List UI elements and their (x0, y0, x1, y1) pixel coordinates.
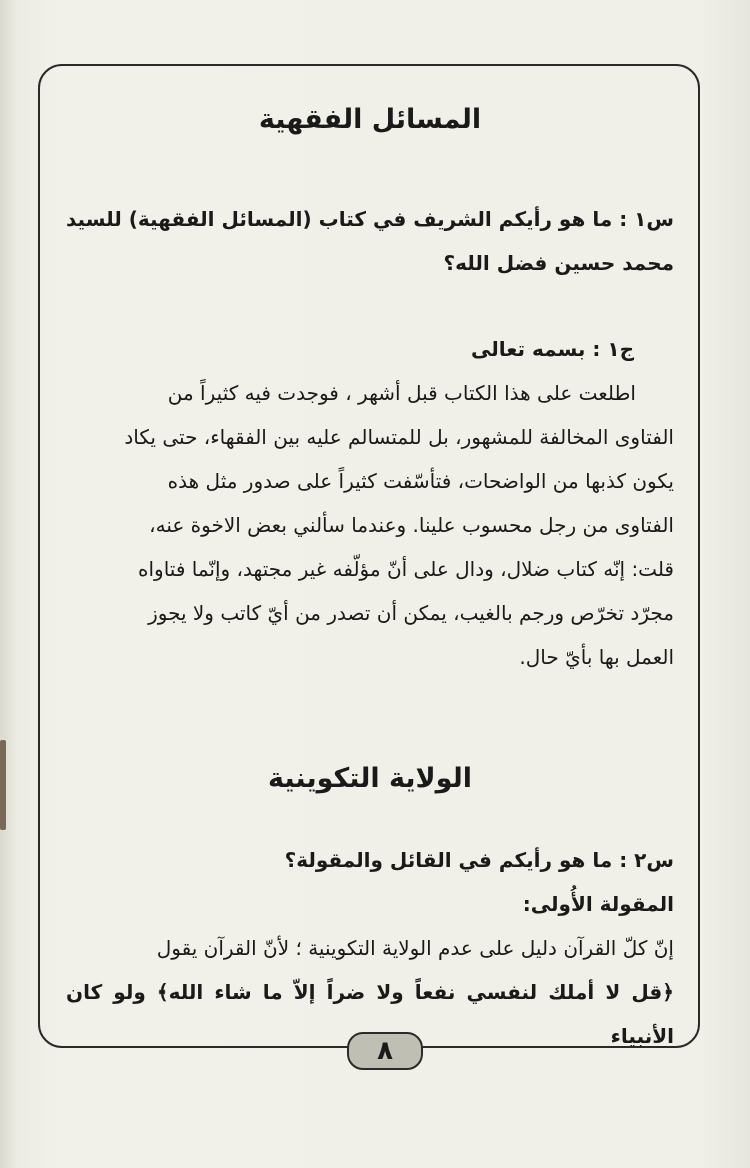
body-line: إنّ كلّ القرآن دليل على عدم الولاية التكوينية ؛ لأنّ القرآن يقول (156, 936, 674, 960)
section2-title: الولاية التكوينية (268, 763, 472, 794)
answer-line: قلت: إنّه كتاب ضلال، ودال على أنّ مؤلّفه غير مجتهد، وإنّما فتاواه (138, 557, 674, 581)
section2-subheading: المقولة الأُولى: (522, 892, 674, 916)
section1-title: المسائل الفقهية (258, 104, 482, 135)
section1-answer-intro: ج١ : بسمه تعالى (471, 337, 634, 361)
page-content (66, 100, 674, 1058)
binding-edge (0, 740, 6, 830)
answer-line: العمل بها بأيّ حال. (519, 645, 674, 669)
page-number: ٨ (347, 1032, 423, 1070)
answer-line: الفتاوى المخالفة للمشهور، بل للمتسالم عليه بين الفقهاء، حتى يكاد (124, 425, 674, 449)
section1-answer (66, 371, 674, 679)
answer-line: الفتاوى من رجل محسوب علينا. وعندما سألني بعض الاخوة عنه، (149, 513, 674, 537)
answer-line: يكون كذبها من الواضحات، فتأسّفت كثيراً على صدور مثل هذه (167, 469, 674, 493)
section2-question: س٢ : ما هو رأيكم في القائل والمقولة؟ (284, 848, 674, 872)
section1-question: س١ : ما هو رأيكم الشريف في كتاب (المسائل الفقهية) للسيد محمد حسين فضل الله؟ (66, 207, 674, 275)
answer-line: اطلعت على هذا الكتاب قبل أشهر ، فوجدت فيه كثيراً من (167, 381, 636, 405)
answer-line: مجرّد تخرّص ورجم بالغيب، يمكن أن تصدر من أيّ كاتب ولا يجوز (148, 601, 674, 625)
body-line: ﴿قل لا أملك لنفسي نفعاً ولا ضراً إلاّ ما شاء الله﴾ ولو كان الأنبياء (66, 980, 674, 1048)
